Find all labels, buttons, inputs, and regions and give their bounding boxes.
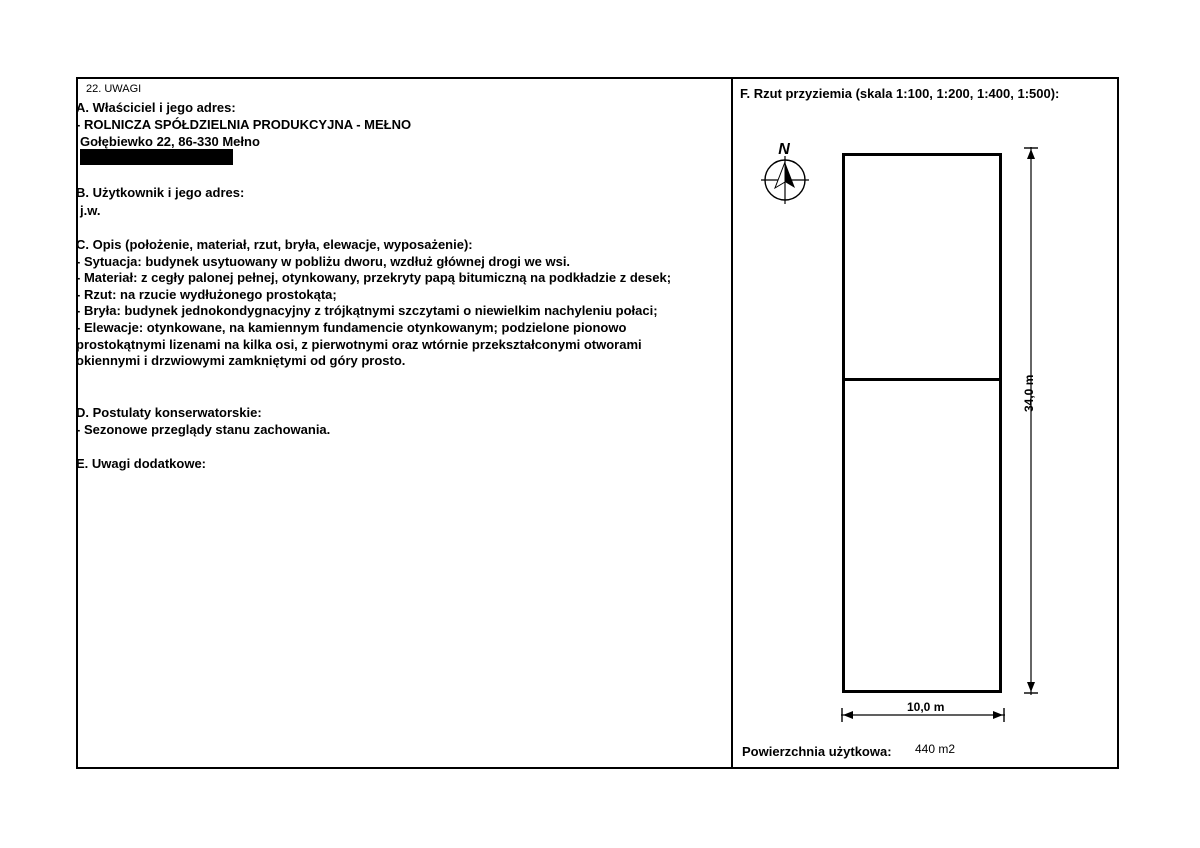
width-dimension-label: 10,0 m bbox=[907, 700, 945, 714]
ground-plan-heading: F. Rzut przyziemia (skala 1:100, 1:200, 1:400, 1:500): bbox=[740, 86, 1060, 101]
description-line: - Elewacje: otynkowane, na kamiennym fundamencie otynkowanym; podzielone pionowo bbox=[76, 320, 627, 335]
remarks-heading: E. Uwagi dodatkowe: bbox=[76, 456, 207, 471]
postulates-line: - Sezonowe przeglądy stanu zachowania. bbox=[76, 422, 331, 437]
north-arrow-icon bbox=[755, 138, 825, 218]
description-heading: C. Opis (położenie, materiał, rzut, bryła, elewacje, wyposażenie): bbox=[76, 237, 473, 252]
postulates-heading: D. Postulaty konserwatorskie: bbox=[76, 405, 262, 420]
description-line: prostokątnymi lizenami na kilka osi, z pierwotnymi oraz wtórnie przekształconymi otworami bbox=[76, 337, 642, 352]
description-line: - Bryła: budynek jednokondygnacyjny z trójkątnymi szczytami o niewielkim nachyleniu połaci; bbox=[76, 303, 658, 318]
description-line: okiennymi i drzwiowymi zamkniętymi od góry prosto. bbox=[76, 353, 406, 368]
description-line: - Sytuacja: budynek usytuowany w pobliżu dworu, wzdłuż głównej drogi we wsi. bbox=[76, 254, 571, 269]
description-line: - Rzut: na rzucie wydłużonego prostokąta; bbox=[76, 287, 337, 302]
owner-heading: A. Właściciel i jego adres: bbox=[76, 100, 236, 115]
usable-area-label: Powierzchnia użytkowa: bbox=[742, 744, 892, 759]
usable-area-value: 440 m2 bbox=[915, 742, 956, 756]
compass-north-label: N bbox=[778, 141, 790, 158]
owner-address: Gołębiewko 22, 86-330 Mełno bbox=[80, 134, 260, 149]
length-dimension-label: 34,0 m bbox=[1022, 374, 1036, 412]
building-outline bbox=[842, 153, 1002, 693]
user-heading: B. Użytkownik i jego adres: bbox=[76, 185, 245, 200]
section-number-label: 22. UWAGI bbox=[86, 83, 142, 95]
user-address: j.w. bbox=[80, 203, 101, 218]
owner-name: - ROLNICZA SPÓŁDZIELNIA PRODUKCYJNA - MEŁNO bbox=[76, 117, 412, 132]
column-divider bbox=[731, 77, 733, 769]
redaction-bar bbox=[80, 149, 233, 165]
description-line: - Materiał: z cegły palonej pełnej, otynkowany, przekryty papą bitumiczną na podkładzie z desek; bbox=[76, 270, 672, 285]
building-partition-line bbox=[842, 378, 1002, 381]
length-dimension-line bbox=[1018, 145, 1048, 700]
